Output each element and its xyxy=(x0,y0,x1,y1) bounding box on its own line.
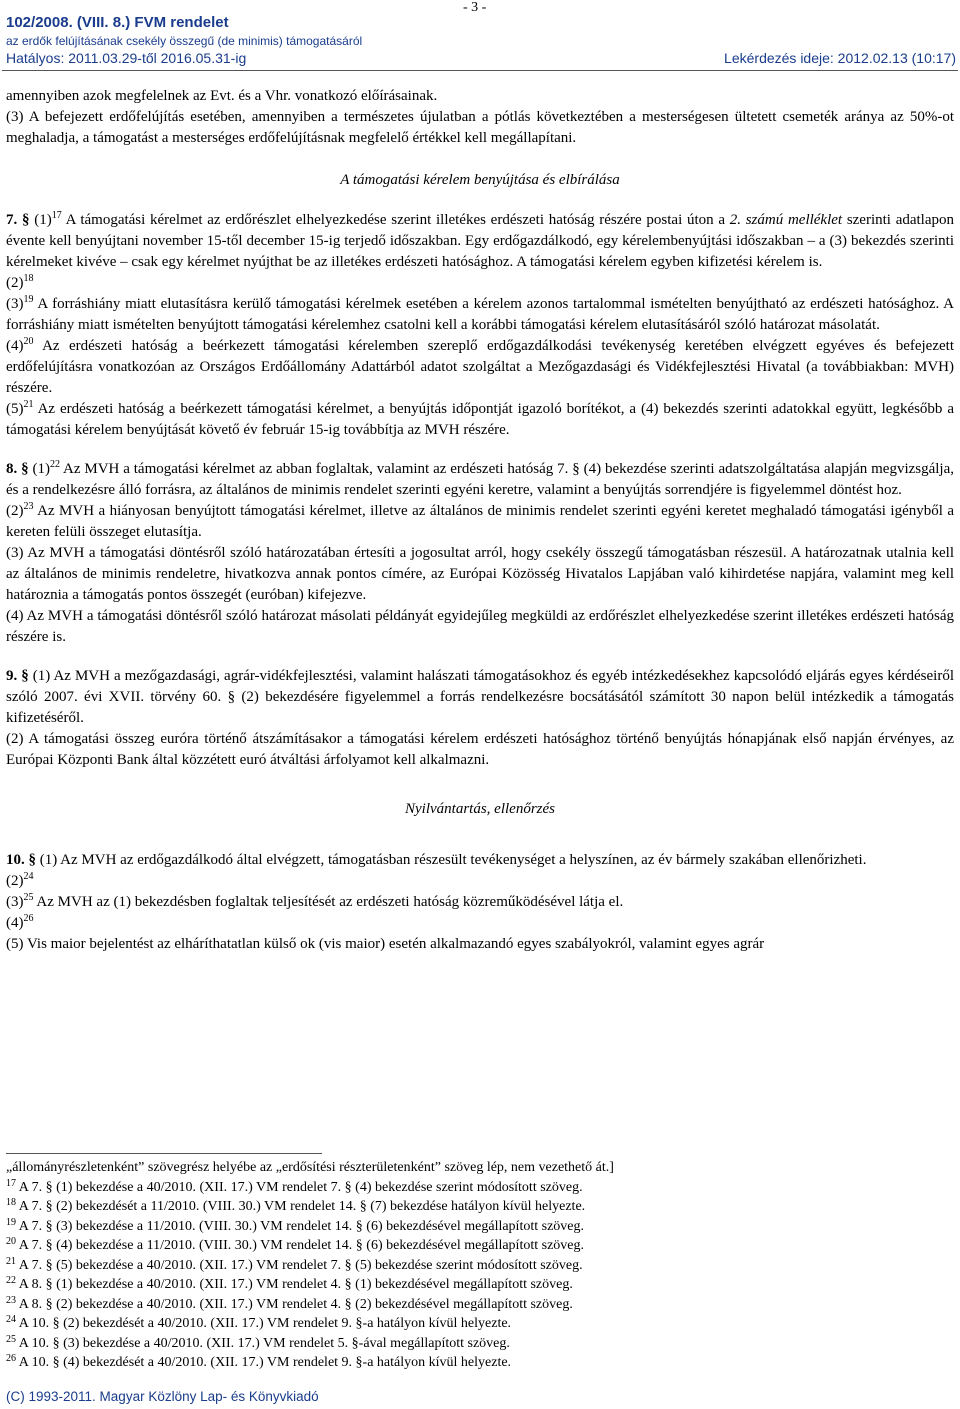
section-7-number: 7. xyxy=(6,212,18,228)
document-body xyxy=(6,86,954,955)
footnote-ref-22[interactable]: 22 xyxy=(49,459,60,470)
footnote-18: $^{18}$ A 7. § (2) bekezdését a 11/2010. (VIII. 30.) VM rendelet 14. § (7) bekezdése hatályon kívül helyezte. xyxy=(6,1197,586,1214)
footnotes xyxy=(6,1158,954,1373)
page-header xyxy=(0,0,960,70)
query-time: Lekérdezés ideje: 2012.02.13 (10:17) xyxy=(724,50,956,66)
section-7-paragraph-2: $(2)^{18}$ xyxy=(6,273,34,291)
copyright-notice: (C) 1993-2011. Magyar Közlöny Lap- és Könyvkiadó xyxy=(6,1389,319,1404)
section-8-paragraph-1: 8. § $(1)^{22}$ Az MVH a támogatási kérelmet az abban foglaltak, valamint az erdészeti hatóság 7. § (4) bekezdése szerinti adatszolgáltatása alapján megvizsgálja, és a rendelkezésre álló forrásra, az általános de minimis rendelet szerinti egyéni keretre, valamint a benyújtás sorrendjére is figyelemmel döntést hoz. xyxy=(6,459,955,498)
section-heading-application: A támogatási kérelem benyújtása és elbírálása xyxy=(340,172,620,188)
footnote-ref-20[interactable]: 20 xyxy=(23,336,34,347)
section-10-paragraph-5: (5) Vis maior bejelentést az elháríthatatlan külső ok (vis maior) esetén alkalmazandó egyes szabályokról, valamint egyes agrár xyxy=(6,936,765,952)
footnote-ref-26[interactable]: 26 xyxy=(23,913,34,924)
footnote-number: 22 xyxy=(6,1275,16,1286)
section-heading-registry: Nyilvántartás, ellenőrzés xyxy=(405,801,555,817)
validity-period: Hatályos: 2011.03.29-től 2016.05.31-ig xyxy=(6,50,247,66)
section-7-paragraph-3: $(3)^{19}$ A forráshiány miatt elutasításra kerülő támogatási kérelmek esetében a kérelem azonos tartalommal ismételten benyújtható az erdészeti hatósághoz. A forráshiány miatt ismételten benyújtott támogatási kérelemhez csatolni kell a korábbi támogatási kérelem elutasításáról szóló határozat másolatát. xyxy=(6,294,954,333)
footnote-23: $^{23}$ A 8. § (2) bekezdése a 40/2010. (XII. 17.) VM rendelet 4. § (2) bekezdésével megállapított szöveg. xyxy=(6,1294,573,1312)
footnote-number: 25 xyxy=(6,1333,16,1345)
header-rule xyxy=(2,70,958,71)
section-9-paragraph-1: 9. § (1) Az MVH a mezőgazdasági, agrár-vidékfejlesztési, valamint halászati támogatásokhoz és egyéb intézkedésekhez kapcsolódó eljárás egyes kérdéseiről szóló 2007. évi XVII. törvény 60. § (2) bekezdésére figyelemmel a forrás rendelkezésre bocsátásától számított 30 napon belül intézkedik a támogatás kifizetéséről. xyxy=(6,668,954,726)
footnote-ref-21[interactable]: 21 xyxy=(23,399,34,410)
section-sign: § xyxy=(21,212,30,228)
footnote-24: $^{24}$ A 10. § (2) bekezdését a 40/2010. (XII. 17.) VM rendelet 9. §-a hatályon kívül helyezte. xyxy=(6,1314,512,1331)
section-10-paragraph-3: $(3)^{25}$ Az MVH az (1) bekezdésben foglaltak teljesítését az erdészeti hatóság közreműködésével látja el. xyxy=(6,892,624,910)
footnote-17: $^{17}$ A 7. § (1) bekezdése a 40/2010. (XII. 17.) VM rendelet 7. § (4) bekezdése szerint módosított szöveg. xyxy=(6,1177,583,1195)
section-10-paragraph-2: $(2)^{24}$ xyxy=(6,871,34,889)
footnote-number: 26 xyxy=(6,1353,16,1364)
section-sign: § xyxy=(21,461,29,477)
footnote-number: 19 xyxy=(6,1216,16,1228)
footnote-number: 17 xyxy=(6,1177,16,1189)
document-title: 102/2008. (VIII. 8.) FVM rendelet xyxy=(6,14,229,31)
footnote-26: $^{26}$ A 10. § (4) bekezdését a 40/2010. (XII. 17.) VM rendelet 9. §-a hatályon kívül helyezte. xyxy=(6,1353,512,1370)
section-8-paragraph-3: (3) Az MVH a támogatási döntésről szóló határozatában értesíti a jogosultat arról, hogy csekély összegű támogatásban részesül. A határozatnak utalnia kell az általános de minimis rendeletre, hivatkozva annak pontos címére, az Európai Közösség Hivatalos Lapjában való kihirdetése napjára, valamint meg kell határoznia a támogatás pontos összegét (euróban) kifejezve. xyxy=(6,545,954,603)
footnote-ref-18[interactable]: 18 xyxy=(23,273,34,284)
footnote-19: $^{19}$ A 7. § (3) bekezdése a 11/2010. (VIII. 30.) VM rendelet 14. § (6) bekezdésével megállapított szöveg. xyxy=(6,1216,584,1234)
section-7-paragraph-4: $(4)^{20}$ Az erdészeti hatóság a beérkezett támogatási kérelemben szereplő erdőgazdálkodási tevékenység keretében elvégzett egyéves és befejezett erdőfelújításra vonatkozóan az Országos Erdőállomány Adattárból adatot szolgáltat a Mezőgazdasági és Vidékfejlesztési Hivatal (a továbbiakban: MVH) részére. xyxy=(6,336,954,396)
footnote-ref-17[interactable]: 17 xyxy=(51,210,62,221)
annex-reference: 2. számú melléklet xyxy=(729,212,843,228)
section-8-paragraph-4: (4) Az MVH a támogatási döntésről szóló határozat másolati példányát egyidejűleg megküldi az erdőrészlet elhelyezkedése szerint illetékes erdészeti hatóság részére is. xyxy=(6,608,954,645)
footnote-rule xyxy=(6,1153,322,1154)
section-sign: § xyxy=(21,668,29,684)
footnote-number: 21 xyxy=(6,1255,16,1267)
footnote-ref-25[interactable]: 25 xyxy=(23,892,34,903)
paragraph-continuation: amennyiben azok megfelelnek az Evt. és a Vhr. vonatkozó előírásainak. xyxy=(6,88,438,104)
section-10-paragraph-4: $(4)^{26}$ xyxy=(6,913,34,931)
footnote-ref-19[interactable]: 19 xyxy=(23,294,34,305)
footnote-number: 24 xyxy=(6,1314,16,1325)
section-sign: § xyxy=(28,852,36,868)
page-number: - 3 - xyxy=(463,0,487,15)
section-9-paragraph-2: (2) A támogatási összeg euróra történő átszámításakor a támogatási kérelem erdészeti hatósághoz történő benyújtás hónapjának első napján érvényes, az Európai Központi Bank által közzétett euró átváltási árfolyamot kell alkalmazni. xyxy=(6,731,954,768)
paragraph-6-3: (3) A befejezett erdőfelújítás esetében, amennyiben a természetes újulatban a pótlás következtében a mesterségesen ültetett csemeték aránya az 50%-ot meghaladja, a támogatást a mesterséges erdőfelújításnak megfelelő értékkel kell megállapítani. xyxy=(6,109,954,146)
footnote-number: 20 xyxy=(6,1236,16,1247)
section-10-number: 10. xyxy=(6,852,25,868)
footnote-continuation: „állományrészletenként” szövegrész helyébe az „erdősítési részterületenként” szöveg lép, nem vezethető át.] xyxy=(6,1160,614,1175)
footnote-ref-24[interactable]: 24 xyxy=(23,871,34,882)
document-subtitle: az erdők felújításának csekély összegű (de minimis) támogatásáról xyxy=(6,34,363,48)
footnote-number: 23 xyxy=(6,1294,16,1306)
footnote-25: $^{25}$ A 10. § (3) bekezdése a 40/2010. (XII. 17.) VM rendelet 5. §-ával megállapított szöveg. xyxy=(6,1333,510,1351)
footnote-21: $^{21}$ A 7. § (5) bekezdése a 40/2010. (XII. 17.) VM rendelet 7. § (5) bekezdése szerint módosított szöveg. xyxy=(6,1255,583,1273)
section-8-paragraph-2: $(2)^{23}$ Az MVH a hiányosan benyújtott támogatási kérelmet, illetve az általános de minimis rendelet szerinti egyéni keretet meghaladó támogatási igényből a kereten felüli összeget elutasítja. xyxy=(6,501,954,540)
section-7-paragraph-1: 7. § $(1)^{17}$ A támogatási kérelmet az erdőrészlet elhelyezkedése szerint illetékes erdészeti hatóság részére postai úton a 2. számú melléklet szerinti adatlapon évente kell benyújtani november 15-től december 15-ig terjedő időszakban. Egy erdőgazdálkodó, egy kérelembenyújtási időszakban – a (3) bekezdés szerinti kérelmeket kivéve – csak egy kérelmet nyújthat be az illetékes erdészeti hatósághoz. A támogatási kérelem egyben kifizetési kérelem is. xyxy=(6,210,954,270)
section-7-paragraph-5: $(5)^{21}$ Az erdészeti hatóság a beérkezett támogatási kérelmet, a benyújtás időpontját igazoló borítékot, a (4) bekezdés szerinti adatokkal együtt, legkésőbb a támogatási kérelem benyújtását követő év február 15-ig továbbítja az MVH részére. xyxy=(6,399,954,438)
section-10-paragraph-1: 10. § (1) Az MVH az erdőgazdálkodó által elvégzett, támogatásban részesült tevékenységet a helyszínen, az év bármely szakában ellenőrizheti. xyxy=(6,852,867,868)
section-9-number: 9. xyxy=(6,668,18,684)
section-8-number: 8. xyxy=(6,461,18,477)
footnote-20: $^{20}$ A 7. § (4) bekezdése a 11/2010. (VIII. 30.) VM rendelet 14. § (6) bekezdésével megállapított szöveg. xyxy=(6,1236,584,1253)
footnote-ref-23[interactable]: 23 xyxy=(23,501,34,512)
footnote-22: $^{22}$ A 8. § (1) bekezdése a 40/2010. (XII. 17.) VM rendelet 4. § (1) bekezdésével megállapított szöveg. xyxy=(6,1275,573,1292)
footnote-number: 18 xyxy=(6,1197,16,1208)
